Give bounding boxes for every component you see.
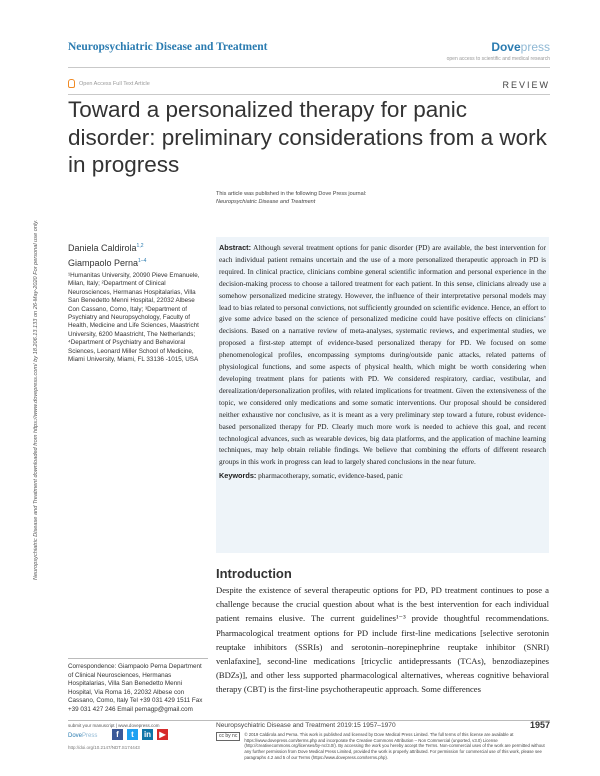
youtube-icon[interactable]: ▶ — [157, 729, 168, 740]
page-number: 1957 — [529, 720, 550, 730]
doi-link[interactable]: http://doi.org/10.2147/NDT.S174443 — [68, 745, 140, 750]
publication-note — [216, 190, 366, 206]
author-item — [68, 240, 146, 255]
license-notice — [216, 732, 550, 761]
author-list — [68, 240, 146, 269]
cc-license-badge[interactable]: cc by nc — [216, 732, 240, 741]
author-affiliation-marker: 1,2 — [136, 243, 144, 249]
author-affiliation-marker: 1–4 — [138, 257, 147, 264]
author-name: Daniela Caldirola — [68, 243, 137, 253]
open-access-text: Open Access Full Text Article — [79, 80, 150, 87]
author-item — [68, 255, 146, 270]
abstract-text: Although several treatment options for panic disorder (PD) are available, the best intervention for each individual patient remains uncertain and the use of a more personalized therapeutic approach in PD is required. In clinical practice, clinicians combine general scientific information and personal experience in the decision-making process to choose a tailored treatment for each patient. In this sense, clinicians already use a somehow personalized medicine strategy. However, the influence of their interpretative personal models may lead to bias related to personal convictions, not sufficiently grounded on scientific evidence. Hence, an effort to give some advice based on the science of personalized medicine could have positive effects on clinicians’ decisions. Based on a narrative review of meta-analyses, systematic reviews, and experimental studies, we proposed a first-step attempt of evidence-based personalized therapy for PD. We focused on some phenomenological profiles, encompassing symptoms during/outside panic attacks, related patterns of physiological functions, and some aspects of physical health, which might be worth considering when developing treatment plans for patients with PD. We considered respiratory, cardiac, vestibular, and derealization/depersonalization profiles, with related implications for treatment. Given the extensiveness of the topic, we considered only medications and some somatic interventions. Our proposal should be considered neither exhaustive nor conclusive, as it is meant as a very preliminary step toward a future, robust evidence-based personalized therapy for PD. Clearly much more work is needed to achieve this goal, and recent technological advances, such as wearable devices, big data platforms, and the application of machine learning techniques, may help obtain reliable findings. We believe that combining the efforts of different research groups in this work in progress can lead to largely shared conclusions in the near future. — [219, 243, 546, 467]
publisher-dove: Dove — [491, 40, 521, 54]
footer-logo[interactable] — [68, 733, 97, 739]
correspondence: Correspondence: Giampaolo Perna Department of Clinical Neurosciences, Hermanas Hospitalarias, Villa San Benedetto Menni Hospital, Via Roma 16, 22032 Albese con Cassano, Como, Italy Tel +39 031 429 1511 Fax +39 031 427 246 Email pernagp@gmail.com — [68, 658, 208, 715]
submit-manuscript-link[interactable]: submit your manuscript | www.dovepress.com — [68, 723, 160, 728]
footer-logo-dove: Dove — [68, 733, 83, 739]
open-access-icon — [68, 79, 75, 88]
abstract-label: Abstract: — [219, 243, 252, 252]
open-access-label — [68, 79, 150, 88]
publisher-tagline: open access to scientific and medical research — [446, 56, 550, 62]
publisher-press: press — [520, 40, 550, 54]
license-text: © 2019 Caldirola and Perna. This work is published and licensed by Dove Medical Press Limited. The full terms of this license are available at https://www.dovepress.com/terms.php and incorporate the Creative Commons Attribution – Non Commercial (unported, v3.0) License (http://creativecommons.org/licenses/by-nc/3.0/). By accessing the work you hereby accept the Terms. Non-commercial uses of the work are permitted without any further permission from Dove Medical Press Limited, provided the work is properly attributed. For permission for commercial use of this work, please see paragraphs 4.2 and 5 of our Terms (https://www.dovepress.com/terms.php). — [244, 732, 545, 760]
abstract-paragraph — [219, 242, 546, 468]
introduction-text: Despite the existence of several therapeutic options for PD, PD treatment continues to pose a challenge because the crucial question about what is the best intervention for each individual patient remains elusive. The current guidelines¹⁻³ provide thoughtful recommendations. Pharmacological treatment options for PD include first-line medications [selective serotonin reuptake inhibitors (SSRIs) and serotonin–norepinephrine reuptake inhibitor (SNRI) venlafaxine], second-line medications [tricyclic antidepressants (TCAs), benzodiazepines (BDZs)], and other less supported pharmacological alternatives, whereas cognitive behavioral therapy (CBT) is the first-line psychotherapeutic approach. Some differences — [216, 585, 549, 695]
download-watermark — [26, 140, 62, 580]
abstract-box — [216, 237, 549, 553]
publisher-logo[interactable] — [491, 40, 550, 54]
citation-line: Neuropsychiatric Disease and Treatment 2019:15 1957–1970 — [216, 722, 396, 729]
introduction-heading: Introduction — [216, 566, 292, 581]
twitter-icon[interactable]: t — [127, 729, 138, 740]
title-divider — [68, 94, 550, 95]
publication-note-line1: This article was published in the following Dove Press journal: — [216, 191, 367, 197]
author-name: Giampaolo Perna — [68, 257, 139, 268]
social-links — [112, 729, 168, 740]
facebook-icon[interactable]: f — [112, 729, 123, 740]
keywords — [219, 470, 546, 482]
linkedin-icon[interactable]: in — [143, 730, 152, 739]
journal-title[interactable]: Neuropsychiatric Disease and Treatment — [68, 41, 268, 53]
article-title: Toward a personalized therapy for panic disorder: preliminary considerations from a work in progress — [68, 97, 547, 177]
keywords-text: pharmacotherapy, somatic, evidence-based, panic — [258, 471, 403, 481]
article-type: REVIEW — [502, 80, 550, 90]
download-watermark-text: Neuropsychiatric Disease and Treatment downloaded from https://www.dovepress.com/ by 18.206.13.133 on 26-May-2020 For personal use only. — [33, 219, 39, 580]
keywords-label: Keywords: — [219, 471, 257, 481]
publication-note-journal: Neuropsychiatric Disease and Treatment — [216, 199, 316, 205]
affiliations: ¹Humanitas University, 20090 Pieve Emanuele, Milan, Italy; ²Department of Clinical Neurosciences, Hermanas Hospitalarias, Villa San Benedetto Menni Hospital, 22032 Albese Con Cassano, Como, Italy; ³Department of Psychiatry and Neuropsychology, Faculty of Health, Medicine and Life Sciences, Maastricht University, 6200 Maastricht, The Netherlands; ⁴Department of Psychiatry and Behavioral Sciences, Leonard Miller School of Medicine, Miami University, Miami, FL 33136 -1015, USA — [68, 272, 200, 364]
footer-divider — [68, 720, 550, 721]
footer-logo-press: Press — [82, 733, 98, 739]
header-divider — [68, 67, 550, 68]
